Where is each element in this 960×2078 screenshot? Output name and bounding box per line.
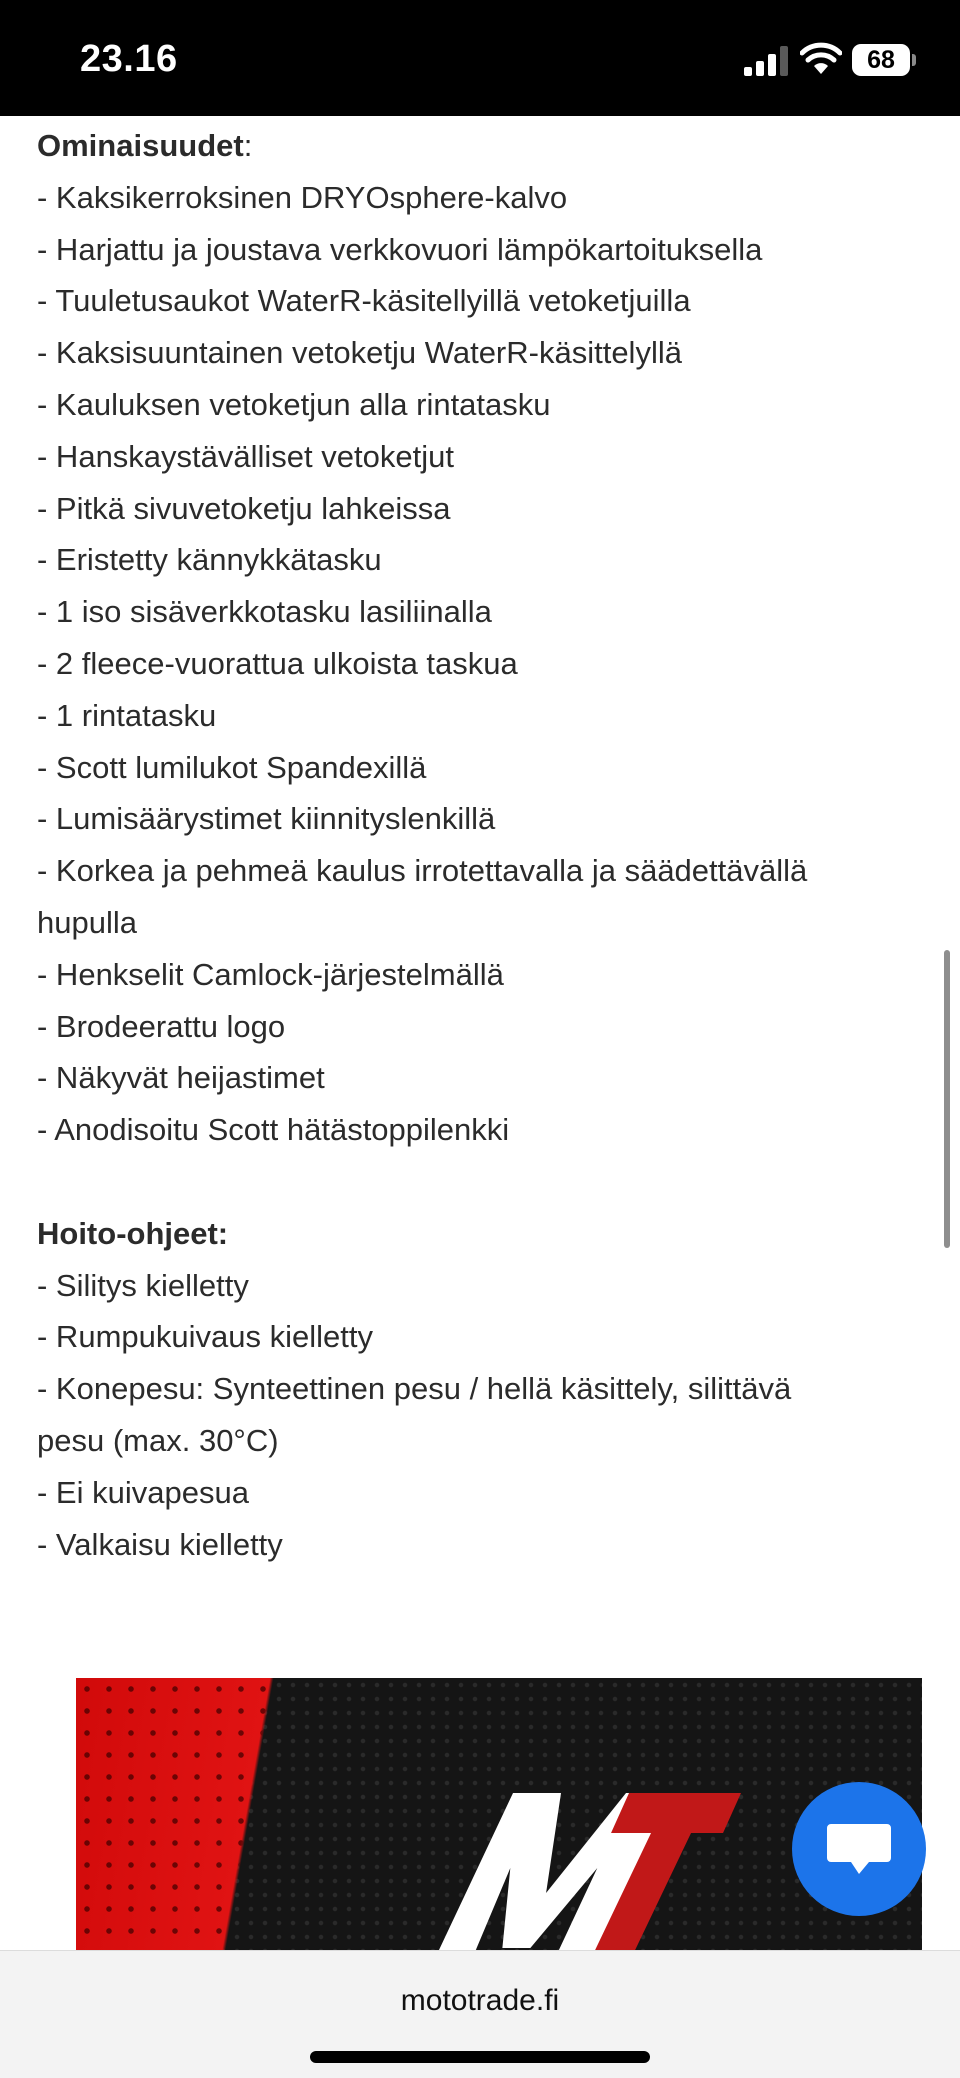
feature-item: - Scott lumilukot Spandexillä: [37, 749, 427, 785]
feature-item: - Brodeerattu logo: [37, 1008, 286, 1044]
address-bar-url[interactable]: mototrade.fi: [400, 1984, 560, 2017]
care-item: - Ei kuivapesua: [37, 1474, 249, 1510]
feature-item: - 1 rintatasku: [37, 697, 217, 733]
product-description: [37, 120, 917, 1570]
home-indicator[interactable]: [310, 2051, 650, 2063]
feature-item: - Näkyvät heijastimet: [37, 1060, 325, 1096]
feature-item-continuation: hupulla: [37, 904, 137, 940]
feature-item: - Harjattu ja joustava verkkovuori lämpökartoituksella: [37, 231, 763, 267]
features-heading-colon: :: [243, 128, 253, 163]
feature-item: - Kaksisuuntainen vetoketju WaterR-käsittelyllä: [37, 335, 682, 371]
cellular-signal-icon: [744, 46, 788, 76]
features-heading: Ominaisuudet: [37, 128, 244, 163]
care-item: - Valkaisu kielletty: [37, 1526, 283, 1562]
battery-icon: [852, 44, 916, 76]
features-heading-line: [37, 120, 917, 172]
feature-item: - Tuuletusaukot WaterR-käsitellyillä vetoketjuilla: [37, 283, 691, 319]
status-time: 23.16: [80, 38, 178, 80]
care-heading: Hoito-ohjeet:: [37, 1215, 229, 1251]
care-item-continuation: pesu (max. 30°C): [37, 1422, 279, 1458]
feature-item: - Pitkä sivuvetoketju lahkeissa: [37, 490, 451, 526]
care-item: - Konepesu: Synteettinen pesu / hellä käsittely, silittävä: [37, 1371, 792, 1407]
wifi-icon: [800, 42, 842, 76]
feature-item: - Anodisoitu Scott hätästoppilenkki: [37, 1112, 510, 1148]
feature-item: - Eristetty kännykkätasku: [37, 542, 382, 578]
care-item: - Rumpukuivaus kielletty: [37, 1319, 373, 1355]
feature-item: - 1 iso sisäverkkotasku lasiliinalla: [37, 594, 492, 630]
section-spacer: [37, 1156, 917, 1208]
status-bar: [0, 0, 960, 116]
chat-button[interactable]: [792, 1782, 926, 1916]
mt-logo: [406, 1773, 766, 1978]
feature-item: - Hanskaystävälliset vetoketjut: [37, 438, 454, 474]
scrollbar[interactable]: [944, 950, 950, 1248]
feature-item: - Kauluksen vetoketjun alla rintatasku: [37, 386, 551, 422]
banner-red-dot-pattern: [76, 1678, 376, 1978]
feature-item: - Korkea ja pehmeä kaulus irrotettavalla ja säädettävällä: [37, 853, 808, 889]
feature-item: - 2 fleece-vuorattua ulkoista taskua: [37, 645, 518, 681]
care-item: - Silitys kielletty: [37, 1267, 249, 1303]
feature-item: - Lumisäärystimet kiinnityslenkillä: [37, 801, 496, 837]
battery-tip: [912, 54, 916, 66]
feature-item: - Henkselit Camlock-järjestelmällä: [37, 956, 504, 992]
battery-level: 68: [867, 46, 895, 74]
browser-bottom-bar: [0, 1950, 960, 2078]
chat-bubble-icon: [825, 1820, 893, 1878]
feature-item: - Kaksikerroksinen DRYOsphere-kalvo: [37, 179, 568, 215]
